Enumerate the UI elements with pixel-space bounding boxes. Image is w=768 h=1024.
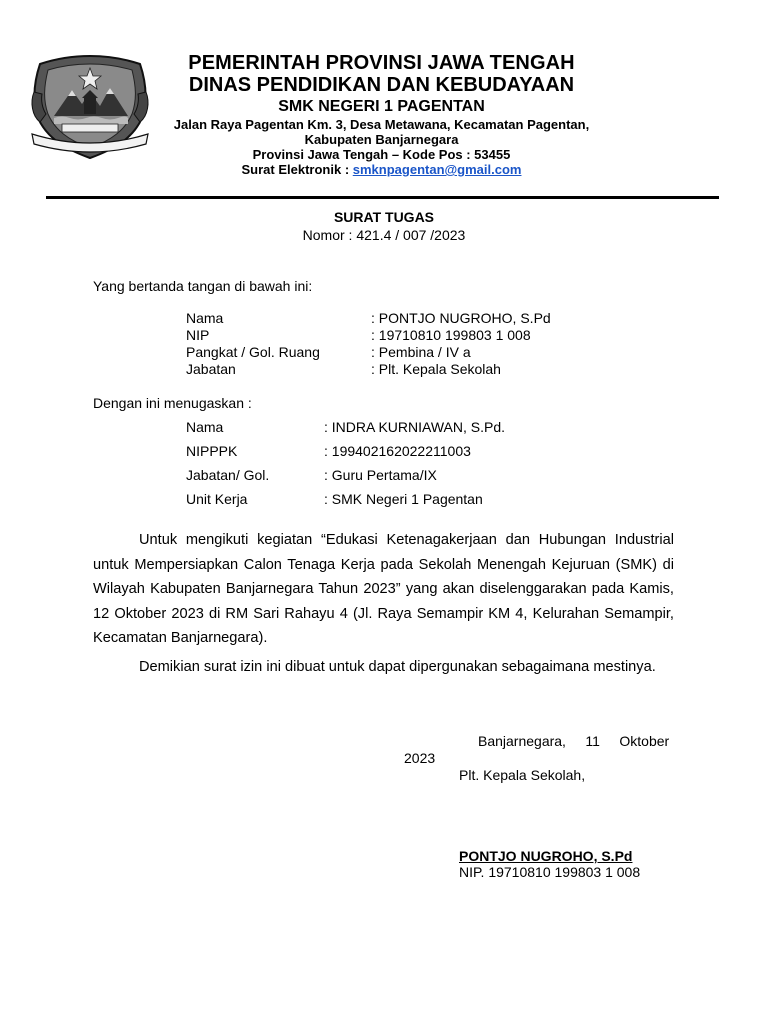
assignee-label-nipppk: NIPPPK bbox=[186, 443, 238, 459]
assignee-label-position: Jabatan/ Gol. bbox=[186, 467, 270, 483]
signature-position: Plt. Kepala Sekolah, bbox=[459, 767, 586, 783]
signer-value-position: : Plt. Kepala Sekolah bbox=[371, 361, 501, 377]
intro-text: Yang bertanda tangan di bawah ini: bbox=[93, 278, 313, 294]
body-paragraph-2 bbox=[93, 655, 674, 680]
letterhead bbox=[150, 52, 613, 177]
signature-year: 2023 bbox=[404, 750, 436, 766]
province-emblem-logo bbox=[28, 52, 152, 164]
signer-label-rank: Pangkat / Gol. Ruang bbox=[186, 344, 320, 360]
assign-intro-text: Dengan ini menugaskan : bbox=[93, 395, 252, 411]
signer-value-nip: : 19710810 199803 1 008 bbox=[371, 327, 531, 343]
assignee-value-nipppk: : 199402162022211003 bbox=[324, 443, 471, 459]
letterhead-address-3: Provinsi Jawa Tengah – Kode Pos : 53455 bbox=[252, 147, 511, 162]
document-number: Nomor : 421.4 / 007 /2023 bbox=[302, 227, 466, 243]
signature-name: PONTJO NUGROHO, S.Pd bbox=[459, 848, 633, 864]
signer-value-rank: : Pembina / IV a bbox=[371, 344, 471, 360]
signature-place-date: Banjarnegara, 11 Oktober bbox=[478, 733, 670, 749]
email-link[interactable]: smknpagentan@gmail.com bbox=[352, 162, 522, 177]
letterhead-address-2: Kabupaten Banjarnegara bbox=[304, 132, 459, 147]
assignee-label-name: Nama bbox=[186, 419, 224, 435]
email-label: Surat Elektronik : bbox=[241, 162, 353, 177]
letterhead-school: SMK NEGERI 1 PAGENTAN bbox=[278, 98, 485, 115]
letterhead-divider bbox=[46, 196, 719, 199]
assignee-value-position: : Guru Pertama/IX bbox=[324, 467, 437, 483]
signer-label-nip: NIP bbox=[186, 327, 210, 343]
document-title: SURAT TUGAS bbox=[333, 209, 435, 225]
assignee-label-unit: Unit Kerja bbox=[186, 491, 248, 507]
letterhead-government: PEMERINTAH PROVINSI JAWA TENGAH bbox=[188, 52, 575, 74]
signer-label-position: Jabatan bbox=[186, 361, 236, 377]
body-paragraph-1 bbox=[93, 528, 674, 651]
body-paragraph-1-text: Untuk mengikuti kegiatan “Edukasi Ketenagakerjaan dan Hubungan Industrial untuk Mempersiapkan Calon Tenaga Kerja pada Sekolah Menengah Kejuruan (SMK) di Wilayah Kabupaten Banjarnegara Tahun 2023” yang akan diselenggarakan pada Kamis, 12 Oktober 2023 di RM Sari Rahayu 4 (Jl. Raya Semampir KM 4, Kelurahan Semampir, Kecamatan Banjarnegara). bbox=[93, 532, 674, 646]
signature-nip: NIP. 19710810 199803 1 008 bbox=[459, 864, 641, 880]
body-paragraph-2-text: Demikian surat izin ini dibuat untuk dapat dipergunakan sebagaimana mestinya. bbox=[139, 659, 656, 675]
letterhead-department: DINAS PENDIDIKAN DAN KEBUDAYAAN bbox=[188, 74, 575, 96]
signer-value-name: : PONTJO NUGROHO, S.Pd bbox=[371, 310, 551, 326]
letterhead-address-1: Jalan Raya Pagentan Km. 3, Desa Metawana, Kecamatan Pagentan, bbox=[173, 117, 590, 132]
signer-label-name: Nama bbox=[186, 310, 224, 326]
assignee-value-name: : INDRA KURNIAWAN, S.Pd. bbox=[324, 419, 505, 435]
assignee-value-unit: : SMK Negeri 1 Pagentan bbox=[324, 491, 483, 507]
letterhead-email-line bbox=[150, 162, 613, 177]
